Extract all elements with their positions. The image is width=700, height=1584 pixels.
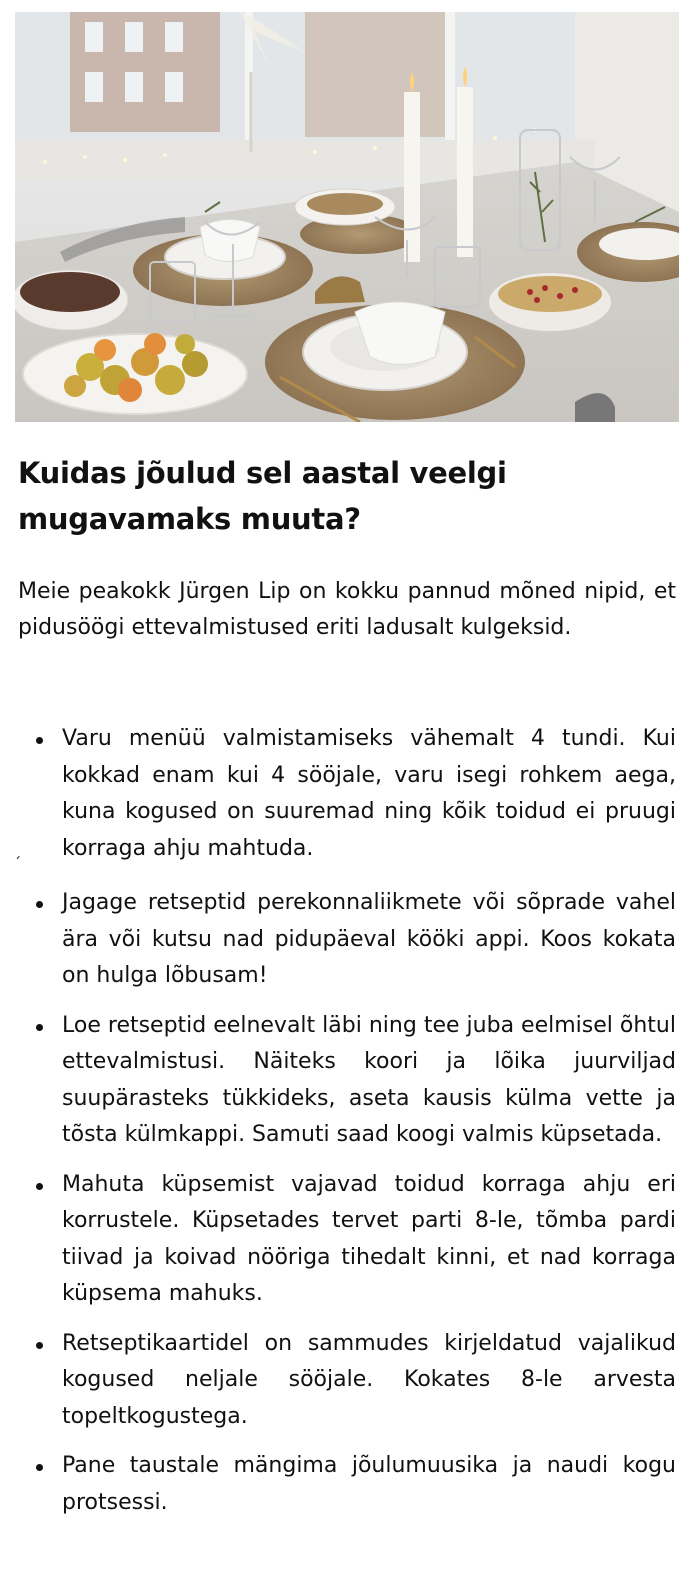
hero-photo	[15, 12, 679, 422]
article-title-line-1: Kuidas jõulud sel aastal veelgi	[18, 456, 507, 490]
article-title	[18, 450, 658, 542]
tip-text: Pane taustale mängima jõulumuusika ja naudi kogu protsessi.	[62, 1453, 676, 1515]
tips-list	[18, 721, 676, 1534]
bullet-icon	[36, 1464, 43, 1471]
intro-paragraph: Meie peakokk Jürgen Lip on kokku pannud mõned nipid, et pidusöögi ettevalmistused eriti ladusalt kulgeksid.	[18, 579, 676, 640]
tip-text: Jagage retseptid perekonnaliikmete või sõprade vahel ära või kutsu nad pidupäeval kööki appi. Koos kokata on hulga lõbusam!	[62, 890, 676, 988]
list-item	[18, 1326, 676, 1436]
list-item	[18, 1167, 676, 1313]
tip-text: Varu menüü valmistamiseks vähemalt 4 tundi. Kui kokkad enam kui 4 sööjale, varu isegi rohkem aega, kuna kogused on suuremad ning kõik toidud ei pruugi korraga ahju mahtuda.	[62, 726, 676, 861]
list-item	[18, 885, 676, 995]
bullet-icon	[36, 1342, 43, 1349]
tip-text: Mahuta küpsemist vajavad toidud korraga ahju eri korrustele. Küpsetades tervet parti 8-le, tõmba pardi tiivad ja koivad nööriga tihedalt kinni, et nad korraga küpsema mahuks.	[62, 1171, 676, 1306]
festive-table-illustration	[15, 12, 679, 422]
bullet-icon	[36, 1183, 43, 1190]
tip-text: Retseptikaartidel on sammudes kirjeldatud vajalikud kogused neljale sööjale. Kokates 8-le arvesta topeltkogustega.	[62, 1330, 676, 1429]
bullet-icon	[36, 901, 43, 908]
article-title-line-2: mugavamaks muuta?	[18, 502, 361, 536]
tip-text: Loe retseptid eelnevalt läbi ning tee juba eelmisel õhtul ettevalmistusi. Näiteks koori ja lõika juurviljad suupärasteks tükkideks, aseta kausis külma vette ja tõsta külmkappi. Samuti saad koogi valmis küpsetada.	[62, 1012, 676, 1147]
stray-mark: ´	[14, 856, 21, 872]
list-item	[18, 1008, 676, 1154]
bullet-icon	[36, 737, 43, 744]
list-item	[18, 1448, 676, 1521]
bullet-icon	[36, 1024, 43, 1031]
list-item	[18, 721, 676, 867]
